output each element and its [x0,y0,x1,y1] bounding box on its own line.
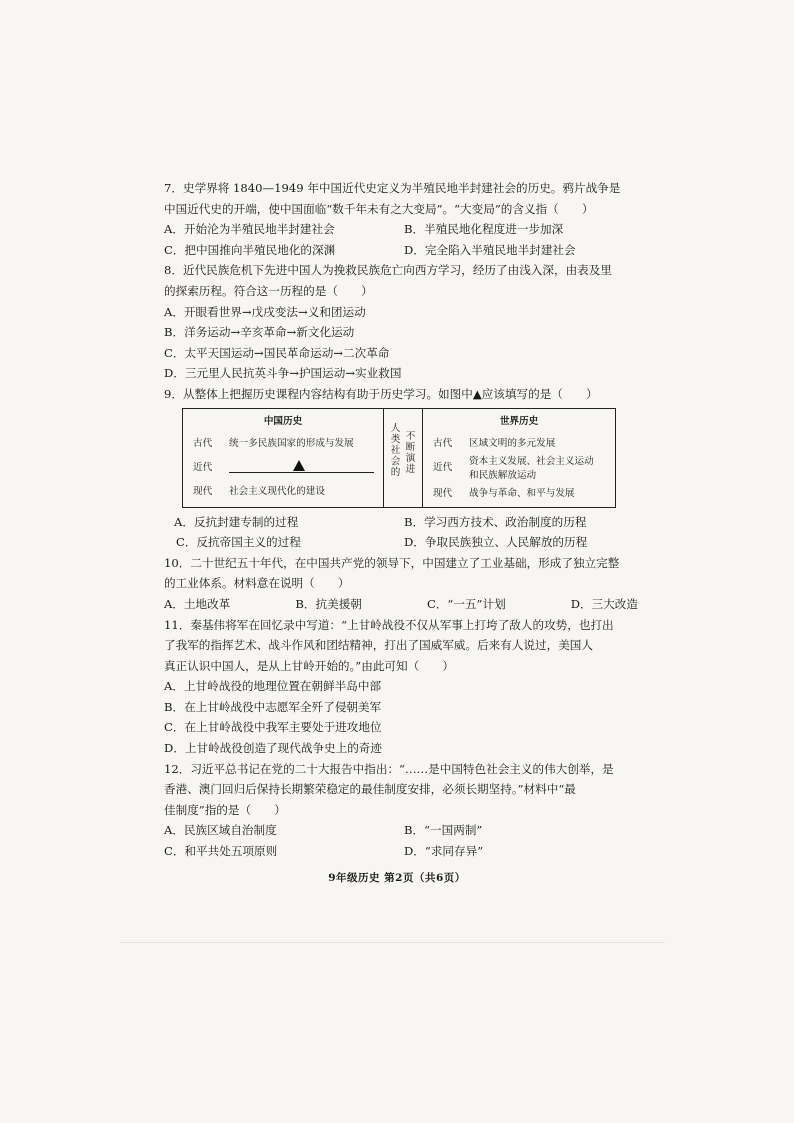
era-text: 统一多民族国家的形成与发展 [229,437,354,449]
world-history-column [423,409,615,507]
option-b[interactable]: B．“一国两制” [404,823,483,838]
option-c[interactable]: C．“一五”计划 [426,596,506,611]
blank-line [229,462,374,473]
world-modern-row [433,455,594,483]
option-c[interactable]: C．和平共处五项原则 [164,844,278,859]
world-history-title: 世界历史 [499,415,539,427]
era-text: 资本主义发展、社会主义运动 [469,455,594,467]
era-text: 和民族解放运动 [469,469,537,481]
era-text: 区域文明的多元发展 [469,437,556,449]
question-text: 佳制度”指的是（ ） [164,802,286,817]
option-d[interactable]: D．完全陷入半殖民地半封建社会 [404,242,576,257]
question-text: 11．秦基伟将军在回忆录中写道：“上甘岭战役不仅从军事上打垮了敌人的攻势，也打出 [164,617,614,632]
china-contemporary-row [193,485,325,499]
world-ancient-row [433,437,555,451]
question-8 [164,260,644,384]
option-d[interactable]: D．三元里人民抗英斗争→护国运动→实业救国 [164,366,402,381]
option-b[interactable]: B．半殖民地化程度进一步加深 [404,222,564,237]
history-structure-diagram [182,408,616,508]
option-d[interactable]: D．争取民族独立、人民解放的历程 [404,535,588,550]
era-label: 古代 [433,437,453,449]
option-d[interactable]: D．“求同存异” [404,844,484,859]
question-text: 8．近代民族危机下先进中国人为挽救民族危亡向西方学习，经历了由浅入深，由表及里 [164,263,612,278]
world-contemporary-row [433,487,575,501]
question-text: 真正认识中国人，是从上甘岭开始的。”由此可知（ ） [164,658,454,673]
question-11 [164,615,644,759]
middle-column [384,409,423,507]
china-history-column [183,409,384,507]
option-a[interactable]: A．上甘岭战役的地理位置在朝鲜半岛中部 [164,679,382,694]
china-modern-row [193,461,374,475]
exam-content [164,178,644,862]
page-footer: 9年级历史 第2页（共6页） [328,872,466,884]
option-d[interactable]: D．上甘岭战役创造了现代战争史上的奇迹 [164,741,382,756]
option-a[interactable]: A．反抗封建专制的过程 [174,514,299,529]
option-a[interactable]: A．开始沦为半殖民地半封建社会 [164,222,335,237]
question-text: 香港、澳门回归后保持长期繁荣稳定的最佳制度安排，必须长期坚持。”材料中“最 [164,782,576,797]
era-text-block [469,455,594,483]
question-text: 了我军的指挥艺术、战斗作风和团结精神，打出了国威军威。后来有人说过，美国人 [164,638,593,653]
option-b[interactable]: B．洋务运动→辛亥革命→新文化运动 [164,325,355,340]
option-b[interactable]: B．在上甘岭战役中志愿军全歼了侵朝美军 [164,699,382,714]
question-10 [164,553,644,615]
question-7 [164,178,644,260]
china-ancient-row [193,437,354,451]
era-label: 古代 [193,437,213,449]
option-c[interactable]: C．在上甘岭战役中我军主要处于进攻地位 [164,720,382,735]
option-b[interactable]: B．抗美援朝 [295,596,362,611]
china-history-title: 中国历史 [263,415,303,427]
question-text: 的工业体系。材料意在说明（ ） [164,576,350,591]
vertical-text-b: 不断演进 [405,430,416,475]
era-label: 近代 [433,461,453,473]
question-text: 10．二十世纪五十年代，在中国共产党的领导下，中国建立了工业基础，形成了独立完整 [164,555,620,570]
question-12 [164,759,644,862]
question-text: 9．从整体上把握历史课程内容结构有助于历史学习。如图中▲应该填写的是（ ） [164,386,598,401]
question-text: 中国近代史的开端，使中国面临“数千年未有之大变局”。“大变局”的含义指（ ） [164,201,594,216]
option-c[interactable]: C．太平天国运动→国民革命运动→二次革命 [164,345,390,360]
era-label: 现代 [193,485,213,497]
option-a[interactable]: A．民族区域自治制度 [164,823,277,838]
era-label: 近代 [193,461,213,473]
question-text: 12．习近平总书记在党的二十大报告中指出：“……是中国特色社会主义的伟大创举，是 [164,761,614,776]
era-text: 社会主义现代化的建设 [229,485,325,497]
page-fold-line [120,942,665,943]
option-d[interactable]: D．三大改造 [570,596,638,611]
question-text: 7．史学界将 1840—1949 年中国近代史定义为半殖民地半封建社会的历史。鸦片战争是 [164,181,621,195]
question-9 [164,384,644,553]
option-c[interactable]: C．把中国推向半殖民地化的深渊 [164,242,336,257]
vertical-text-a: 人类社会的 [390,422,401,478]
option-c[interactable]: C．反抗帝国主义的过程 [176,535,301,550]
option-b[interactable]: B．学习西方技术、政治制度的历程 [404,514,587,529]
question-text: 的探索历程。符合这一历程的是（ ） [164,283,373,298]
triangle-icon [293,460,305,471]
era-label: 现代 [433,487,453,499]
option-a[interactable]: A．开眼看世界→戊戌变法→义和团运动 [164,304,366,319]
era-text: 战争与革命、和平与发展 [469,487,575,499]
option-a[interactable]: A．土地改革 [164,596,231,611]
